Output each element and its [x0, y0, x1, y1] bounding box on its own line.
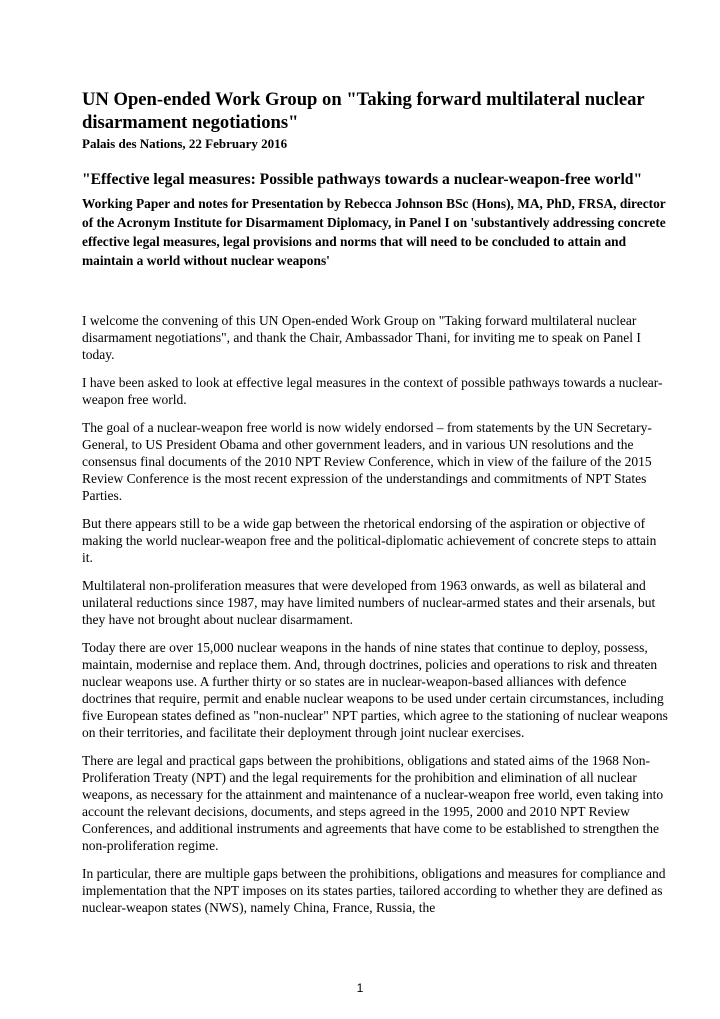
paragraph: But there appears still to be a wide gap between the rhetorical endorsing of the aspiration or objective of making the world nuclear-weapon free and the political-diplomatic achievement of concrete steps to attain it. — [82, 516, 657, 565]
venue-date: Palais des Nations, 22 February 2016 — [82, 136, 288, 151]
page-number: 1 — [356, 981, 364, 995]
paragraph: I have been asked to look at effective legal measures in the context of possible pathways towards a nuclear-weapon free world. — [82, 375, 663, 407]
paper-title: "Effective legal measures: Possible pathways towards a nuclear-weapon-free world" — [82, 171, 643, 188]
paragraph: The goal of a nuclear-weapon free world is now widely endorsed – from statements by the UN Secretary-General, to US President Obama and other government leaders, and in various UN resolutions and the consensus final documents of the 2010 NPT Review Conference, which in view of the failure of the 2015 Review Conference is the most recent expression of the understandings and commitments of NPT States Parties. — [82, 420, 652, 503]
body-paragraphs — [82, 312, 668, 916]
paragraph: There are legal and practical gaps between the prohibitions, obligations and stated aims of the 1968 Non-Proliferation Treaty (NPT) and the legal requirements for the prohibition and elimination of all nuclear weapons, as necessary for the attainment and maintenance of a nuclear-weapon free world, even taking into account the relevant decisions, documents, and steps agreed in the 1995, 2000 and 2010 NPT Review Conferences, and additional instruments and agreements that have come to be established to strengthen the non-proliferation regime. — [82, 753, 664, 853]
paragraph: In particular, there are multiple gaps between the prohibitions, obligations and measures for compliance and implementation that the NPT imposes on its states parties, tailored according to whether they are defined as nuclear-weapon states (NWS), namely China, France, Russia, the — [82, 866, 666, 915]
document-body — [82, 88, 668, 927]
paragraph: Multilateral non-proliferation measures that were developed from 1963 onwards, as well as bilateral and unilateral reductions since 1987, may have limited numbers of nuclear-armed states and their arsenals, but they have not brought about nuclear disarmament. — [82, 578, 656, 627]
paragraph: Today there are over 15,000 nuclear weapons in the hands of nine states that continue to deploy, possess, maintain, modernise and replace them. And, through doctrines, policies and operations to risk and threaten nuclear weapons use. A further thirty or so states are in nuclear-weapon-based alliances with defence doctrines that require, permit and enable nuclear weapons to be used under certain circumstances, including five European states defined as "non-nuclear" NPT parties, which agree to the stationing of nuclear weapons on their territories, and facilitate their deployment through joint nuclear exercises. — [82, 640, 668, 740]
document-title: UN Open-ended Work Group on "Taking forward multilateral nuclear disarmament negotiations" — [82, 89, 645, 133]
working-paper-intro: Working Paper and notes for Presentation by Rebecca Johnson BSc (Hons), MA, PhD, FRSA, director of the Acronym Institute for Disarmament Diplomacy, in Panel I on 'substantively addressing concrete effective legal measures, legal provisions and norms that will need to be concluded to attain and maintain a world without nuclear weapons' — [82, 196, 666, 268]
paragraph: I welcome the convening of this UN Open-ended Work Group on "Taking forward multilateral nuclear disarmament negotiations", and thank the Chair, Ambassador Thani, for inviting me to speak on Panel I today. — [82, 313, 641, 362]
